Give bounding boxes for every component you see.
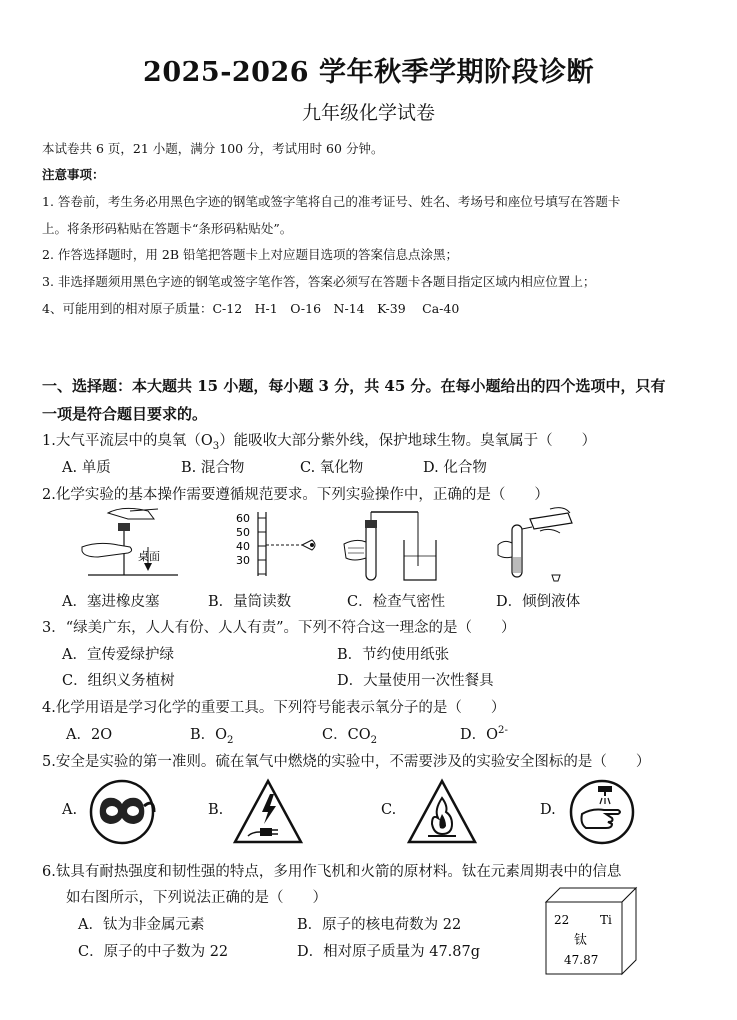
q6-stem-cont: 如右图所示，下列说法正确的是（ ） [66, 890, 327, 906]
q2-stem: 2.化学实验的基本操作需要遵循规范要求。下列实验操作中，正确的是（ ） [42, 487, 549, 503]
q1-stem: 1.大气平流层中的臭氧$(O_3)$能吸收大部分紫外线，保护地球生物。臭氧属于（ ） [42, 433, 597, 452]
q6-option-a: A．钛为非金属元素 [78, 917, 205, 933]
notice-1b: 上。将条形码粘贴在答题卡“条形码粘贴处”。 [42, 221, 293, 236]
q6-option-b: B．原子的核电荷数为 22 [297, 917, 462, 933]
desk-label: 桌面 [138, 550, 160, 563]
q3-option-d: D．大量使用一次性餐具 [337, 673, 494, 689]
stopper-figure [78, 505, 188, 585]
q2-option-c: C．检查气密性 [347, 594, 446, 610]
notice-title: 注意事项： [42, 167, 105, 182]
q1-option-a: A. 单质 [62, 460, 111, 476]
q6-option-c: C．原子的中子数为 22 [78, 944, 229, 960]
q2-option-a: A．塞进橡皮塞 [62, 594, 160, 610]
q4-option-c: C．$CO_2$ [322, 727, 378, 746]
q6-stem: 6.钛具有耐热强度和韧性强的特点，多用作飞机和火箭的原材料。钛在元素周期表中的信息 [42, 864, 622, 880]
q5-option-c: C. [381, 802, 397, 818]
element-symbol: Ti [600, 913, 612, 927]
q3-option-a: A．宣传爱绿护绿 [62, 647, 174, 663]
notice-1a: 1. 答卷前，考生务必用黑色字迹的钢笔或签字笔将自己的准考证号、姓名、考场号和座位号填写在答题卡 [42, 194, 621, 209]
hand-wash-icon [568, 778, 640, 846]
pouring-figure [490, 505, 580, 585]
scale-40: 40 [236, 540, 250, 553]
q5-option-b: B. [208, 802, 224, 818]
section-heading-cont: 一项是符合题目要求的。 [42, 405, 208, 423]
q6-option-d: D．相对原子质量为 47.87g [297, 944, 481, 960]
element-name: 钛 [574, 933, 588, 948]
exam-title: 2025-2026 学年秋季学期阶段诊断 [143, 57, 594, 88]
element-card [540, 886, 640, 978]
q1-option-b: B. 混合物 [181, 460, 245, 476]
flammable-hazard-icon [406, 778, 478, 846]
q5-option-d: D. [540, 802, 556, 818]
goggles-icon [88, 778, 160, 846]
q5-stem: 5.安全是实验的第一准则。硫在氧气中燃烧的实验中，不需要涉及的实验安全图标的是（ ） [42, 754, 651, 770]
q2-option-b: B．量筒读数 [208, 594, 292, 610]
notice-3: 3. 非选择题须用黑色字迹的钢笔或签字笔作答，答案必须写在答题卡各题目指定区域内相应位置上； [42, 274, 596, 289]
q4-option-a: A．2O [66, 727, 113, 743]
q5-option-a: A. [62, 802, 78, 818]
q4-stem: 4.化学用语是学习化学的重要工具。下列符号能表示氧分子的是（ ） [42, 700, 506, 716]
scale-60: 60 [236, 512, 250, 525]
q2-option-d: D．倾倒液体 [496, 594, 581, 610]
atomic-mass: 47.87 [564, 953, 599, 967]
q4-option-d: D．$O^{2-}$ [460, 725, 508, 743]
exam-subtitle: 九年级化学试卷 [301, 102, 435, 124]
airtight-figure [340, 510, 450, 585]
scale-50: 50 [236, 526, 250, 539]
q3-option-b: B．节约使用纸张 [337, 647, 450, 663]
cylinder-figure [232, 510, 322, 580]
section-heading: 一、选择题：本大题共 15 小题，每小题 3 分，共 45 分。在每小题给出的四个选项中，只有 [42, 377, 666, 395]
q3-stem: 3．“绿美广东，人人有份、人人有责”。下列不符合这一理念的是（ ） [42, 620, 516, 636]
notice-4: 4、可能用到的相对原子质量：C-12 H-1 O-16 N-14 K-39 Ca-40 [42, 301, 460, 316]
scale-30: 30 [236, 554, 250, 567]
electric-hazard-icon [232, 778, 304, 846]
q4-option-b: B．$O_2$ [190, 727, 234, 746]
q3-option-c: C．组织义务植树 [62, 673, 175, 689]
notice-2: 2. 作答选择题时，用 2B 铅笔把答题卡上对应题目选项的答案信息点涂黑； [42, 247, 458, 262]
q1-option-d: D. 化合物 [423, 460, 487, 476]
atomic-number: 22 [554, 913, 570, 927]
q1-option-c: C. 氧化物 [300, 460, 364, 476]
exam-info: 本试卷共 6 页，21 小题，满分 100 分，考试用时 60 分钟。 [42, 141, 384, 156]
